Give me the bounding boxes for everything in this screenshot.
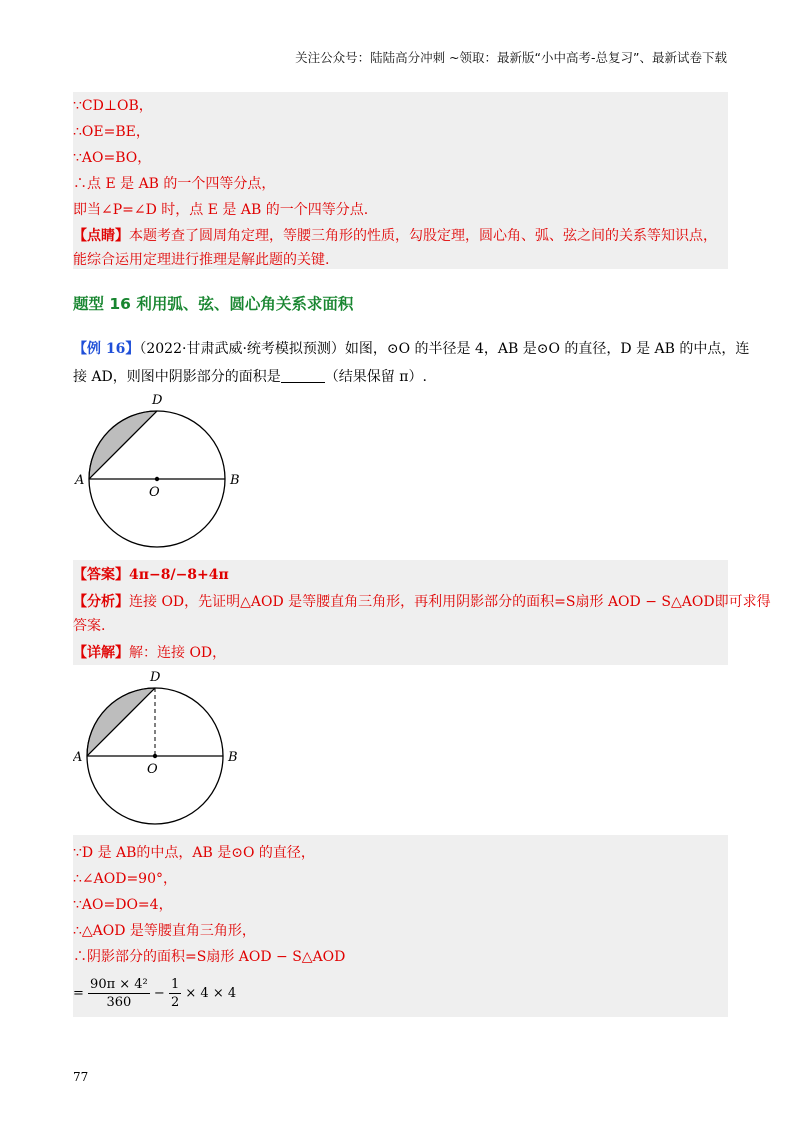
note-line (73, 226, 717, 246)
fraction-half (169, 976, 181, 1011)
step-line: ∴△AOD 是等腰直角三角形， (73, 923, 256, 939)
circle-figure (70, 390, 250, 560)
fraction-den-2: 2 (170, 995, 180, 1010)
analysis-line (73, 592, 771, 612)
detail-text: 解：连接 OD， (129, 645, 227, 661)
example-line-1 (73, 338, 749, 358)
label-d: D (152, 393, 163, 408)
note-line-2: 能综合运用定理进行推理是解此题的关键. (73, 252, 330, 268)
page-number: 77 (73, 1070, 89, 1084)
detail-tag: 【详解】 (73, 645, 129, 661)
formula-eq: = (73, 986, 84, 1001)
solution-line: ∵AO=BO， (73, 150, 152, 166)
example-text: （2022·甘肃武威·统考模拟预测）如图，⊙O 的半径是 4，AB 是⊙O 的直径，D 是 AB 的中点，连 (139, 341, 750, 357)
solution-line: ∵CD⊥OB， (73, 98, 153, 114)
formula-tail: × 4 × 4 (185, 986, 237, 1001)
note-text: 本题考查了圆周角定理，等腰三角形的性质，勾股定理，圆心角、弧、弦之间的关系等知识点， (129, 228, 717, 244)
example-text-b: （结果保留 π）. (324, 369, 427, 385)
answer-blank (281, 368, 325, 383)
section-title: 题型 16 利用弧、弦、圆心角关系求面积 (73, 295, 354, 313)
center-point (155, 477, 159, 481)
step-line: ∴∠AOD=90°， (73, 871, 177, 887)
solution-line: 即当∠P=∠D 时，点 E 是 AB 的一个四等分点. (73, 202, 369, 218)
solution-line: ∴点 E 是 AB 的一个四等分点， (73, 176, 276, 192)
page-header: 关注公众号：陆陆高分冲刺 ~领取：最新版“小中高考-总复习”、最新试卷下载 (295, 50, 727, 65)
label-o: O (149, 485, 160, 500)
analysis-line-2: 答案. (73, 618, 106, 634)
formula-minus: − (153, 986, 165, 1001)
analysis-text: 连接 OD，先证明△AOD 是等腰直角三角形，再利用阴影部分的面积=S扇形 AOD − S△AOD即可求得 (129, 594, 771, 610)
fraction-num-2: 1 (170, 977, 180, 992)
center-point-2 (153, 754, 157, 758)
circle-figure-2 (73, 665, 245, 833)
label-d-2: D (150, 670, 161, 685)
label-o-2: O (147, 762, 158, 777)
fraction-den: 360 (106, 995, 132, 1010)
formula-line (73, 976, 236, 1011)
analysis-tag: 【分析】 (73, 594, 129, 610)
label-b-2: B (228, 750, 238, 765)
fraction-num: 90π × 4² (90, 977, 148, 992)
label-a-2: A (73, 750, 83, 765)
label-a: A (75, 473, 85, 488)
fraction-sector (88, 976, 150, 1011)
step-line: ∵D 是 AB的中点，AB 是⊙O 的直径， (73, 845, 315, 861)
step-line: ∴阴影部分的面积=S扇形 AOD − S△AOD (73, 949, 346, 965)
label-b: B (230, 473, 240, 488)
example-line-2 (73, 366, 427, 386)
example-tag: 【例 16】 (73, 341, 140, 357)
answer-line (73, 565, 229, 585)
solution-line: ∴OE=BE， (73, 124, 150, 140)
example-text-a: 接 AD，则图中阴影部分的面积是 (73, 369, 281, 385)
detail-line (73, 643, 226, 663)
answer-text: 4π−8/−8+4π (129, 567, 229, 583)
step-line: ∵AO=DO=4， (73, 897, 173, 913)
note-tag: 【点睛】 (73, 228, 129, 244)
answer-tag: 【答案】 (73, 567, 129, 583)
